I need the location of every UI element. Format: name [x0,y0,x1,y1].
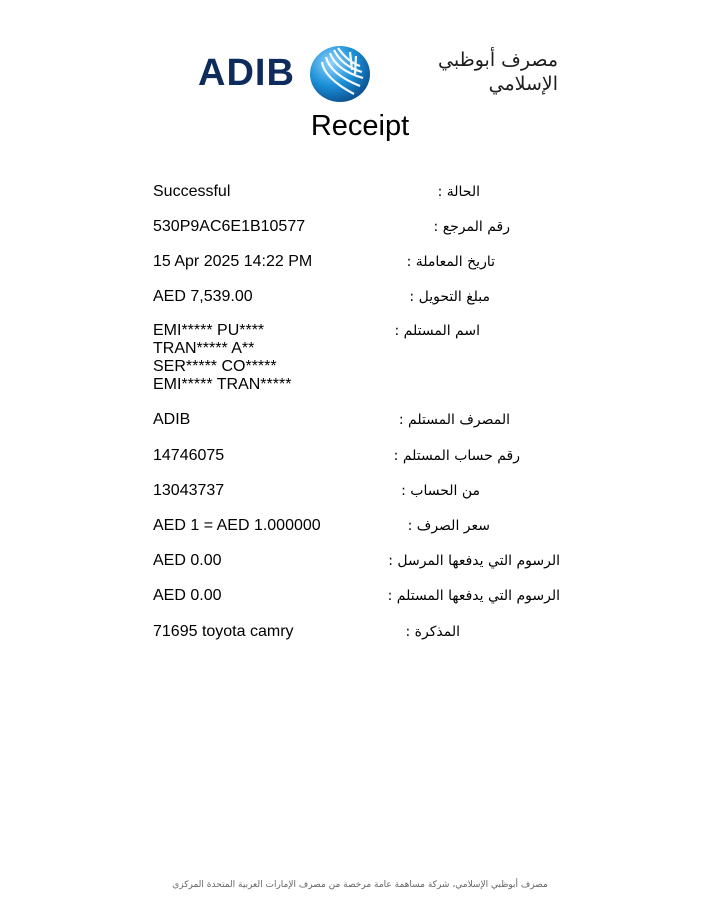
row-label: رقم حساب المستلم : [393,448,520,464]
row-label: مبلغ التحويل : [409,289,490,305]
row-value: AED 1 = AED 1.000000 [153,517,321,534]
bank-logo-text: ADIB [198,52,295,94]
row-value: 13043737 [153,482,225,499]
row-value: AED 0.00 [153,552,222,569]
row-value: ADIB [153,411,191,428]
globe-logo-icon [308,44,372,104]
row-label: رقم المرجع : [433,219,510,235]
row-value: 15 Apr 2025 14:22 PM [153,253,313,270]
bank-logo-arabic-line2: الإسلامي [488,73,558,95]
bank-header [0,40,720,110]
legal-footer: مصرف أبوظبي الإسلامي، شركة مساهمة عامة مرخصة من مصرف الإمارات العربية المتحدة المركزي [172,880,548,890]
row-label: الرسوم التي يدفعها المرسل : [388,553,560,569]
row-value: 530P9AC6E1B10577 [153,218,306,235]
row-label: الرسوم التي يدفعها المستلم : [387,588,560,604]
row-label: سعر الصرف : [407,518,490,534]
row-value: AED 7,539.00 [153,288,253,305]
row-label: الحالة : [437,184,480,200]
recipient-name-line: EMI***** TRAN***** [153,376,292,393]
bank-logo-arabic-line1: مصرف أبوظبي [438,49,558,71]
recipient-name-line: EMI***** PU**** [153,322,265,339]
row-value: 14746075 [153,447,225,464]
row-label: من الحساب : [401,483,480,499]
row-value: AED 0.00 [153,587,222,604]
row-value: 71695 toyota camry [153,623,294,640]
row-label: المذكرة : [405,624,460,640]
bank-logo-arabic [388,48,558,96]
row-label: المصرف المستلم : [398,412,510,428]
row-value: Successful [153,183,231,200]
recipient-name-line: TRAN***** A** [153,340,255,357]
row-label: اسم المستلم : [394,323,480,339]
row-value-multiline [153,322,291,394]
recipient-name-line: SER***** CO***** [153,358,277,375]
row-label: تاريخ المعاملة : [406,254,495,270]
page-title: Receipt [310,110,410,142]
